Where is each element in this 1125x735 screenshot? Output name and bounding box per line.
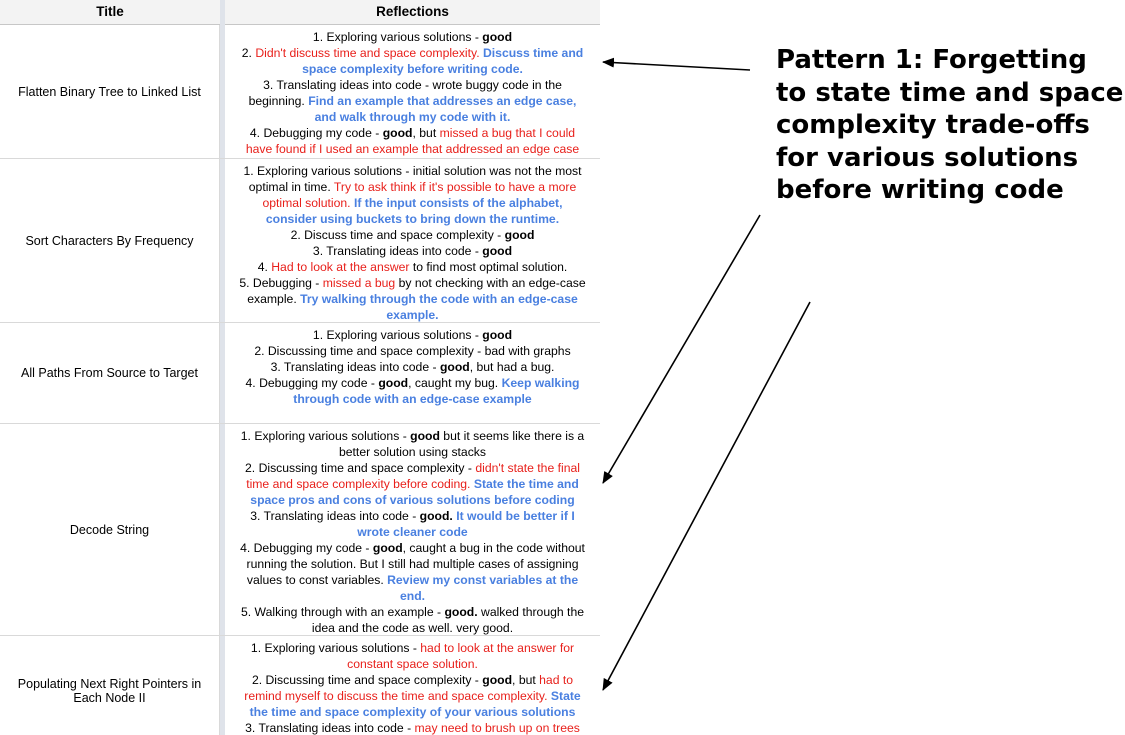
action-item-text: through code with an edge-case example xyxy=(293,392,532,406)
action-item-text: wrote cleaner code xyxy=(357,525,468,539)
reflection-text: 2. Discussing time and space complexity - bad with graphs xyxy=(254,344,571,358)
issue-text: missed a bug xyxy=(322,276,396,290)
action-item-text: the time and space complexity of your various solutions xyxy=(249,705,576,719)
reflection-text: 5. Walking through with an example - xyxy=(241,605,445,619)
action-item-text: State xyxy=(547,689,581,703)
rating-text: good xyxy=(378,376,409,390)
reflection-text: , but had a bug. xyxy=(469,360,555,374)
rating-text: good xyxy=(372,541,403,555)
issue-text: have found if I used an example that addressed an edge case xyxy=(245,142,580,156)
callout-line: Pattern 1: Forgetting xyxy=(776,45,1087,75)
action-item-text: example. xyxy=(386,308,439,322)
reflection-text: example. xyxy=(247,292,301,306)
action-item-text: Find an example that addresses an edge case, xyxy=(308,94,577,108)
issue-text: remind myself to discuss the time and space complexity. xyxy=(244,689,548,703)
column-header-title[interactable]: Title xyxy=(0,0,220,25)
rating-text: good xyxy=(482,244,513,258)
action-item-text: space pros and cons of various solutions before coding xyxy=(250,493,575,507)
reflection-text: to find most optimal solution. xyxy=(409,260,568,274)
reflection-text: beginning. xyxy=(248,94,309,108)
action-item-text: Keep walking xyxy=(501,376,580,390)
rating-text: good. xyxy=(419,509,453,523)
reflection-text: , caught a bug in the code without xyxy=(402,541,585,555)
arrow-to-row1 xyxy=(603,62,750,70)
issue-text: may need to brush up on trees xyxy=(414,721,580,735)
reflection-text: 5. Debugging - xyxy=(239,276,323,290)
action-item-text: Discuss time and xyxy=(479,46,584,60)
reflection-text: values to const variables. xyxy=(246,573,388,587)
action-item-text: space complexity before writing code. xyxy=(302,62,523,76)
reflection-text: 1. Exploring various solutions - xyxy=(240,429,411,443)
issue-text: optimal solution. xyxy=(262,196,351,210)
arrow-to-row5 xyxy=(603,302,810,690)
reflection-text: 3. Translating ideas into code - xyxy=(312,244,483,258)
issue-text: missed a bug that I could xyxy=(439,126,576,140)
title-cell[interactable]: All Paths From Source to Target xyxy=(0,323,220,423)
issue-text: constant space solution. xyxy=(347,657,478,671)
reflection-text: 3. Translating ideas into code - xyxy=(245,721,415,735)
rating-text: good xyxy=(439,360,470,374)
title-cell[interactable]: Flatten Binary Tree to Linked List xyxy=(0,25,220,158)
arrow-to-row4 xyxy=(603,215,760,483)
callout-line: for various solutions xyxy=(776,142,1079,173)
reflection-text: better solution using stacks xyxy=(338,445,486,459)
reflection-text: 2. xyxy=(241,46,256,60)
reflection-text: optimal in time. xyxy=(248,180,334,194)
column-header-reflections[interactable]: Reflections xyxy=(225,0,600,25)
reflection-text: but it seems like there is a xyxy=(439,429,585,443)
action-item-text: If the input consists of the alphabet, xyxy=(350,196,563,210)
issue-text: Try to ask think if it's possible to have a more xyxy=(333,180,577,194)
reflection-text: walked through the xyxy=(477,605,584,619)
action-item-text: Try walking through the code with an edge-case xyxy=(300,292,578,306)
reflection-text: 3. Translating ideas into code - wrote buggy code in the xyxy=(263,78,562,92)
action-item-text: Review my const variables at the xyxy=(387,573,579,587)
issue-text: Had to look at the answer xyxy=(271,260,410,274)
issue-text: had to xyxy=(539,673,574,687)
issue-text: had to look at the answer for xyxy=(420,641,575,655)
reflection-text: , but xyxy=(412,126,440,140)
rating-text: good xyxy=(382,126,413,140)
reflection-text: 4. Debugging my code - xyxy=(240,541,373,555)
title-cell[interactable]: Sort Characters By Frequency xyxy=(0,159,220,322)
action-item-text: It would be better if I xyxy=(452,509,575,523)
issue-text: Didn't discuss time and space complexity. xyxy=(255,46,480,60)
reflection-text: 4. Debugging my code - xyxy=(245,376,379,390)
reflection-text: 1. Exploring various solutions - xyxy=(312,328,483,342)
reflection-text: 2. Discussing time and space complexity - xyxy=(245,461,476,475)
rating-text: good xyxy=(482,328,513,342)
action-item-text: and walk through my code with it. xyxy=(314,110,511,124)
rating-text: good xyxy=(504,228,535,242)
callout-line: before writing code xyxy=(776,175,1064,205)
reflection-text: , but xyxy=(512,673,540,687)
title-cell[interactable]: Decode String xyxy=(0,424,220,635)
reflection-text: 3. Translating ideas into code - xyxy=(270,360,440,374)
reflection-text: 1. Exploring various solutions - initial solution was not the most xyxy=(243,164,582,178)
reflection-text: 3. Translating ideas into code - xyxy=(250,509,420,523)
issue-text: time and space complexity before coding. xyxy=(246,477,471,491)
callout-line: to state time and space xyxy=(776,77,1124,108)
action-item-text: end. xyxy=(399,589,426,603)
reflection-text: by not checking with an edge-case xyxy=(395,276,586,290)
action-item-text: consider using buckets to bring down the runtime. xyxy=(265,212,560,226)
reflection-text: idea and the code as well. very good. xyxy=(311,621,514,635)
reflection-text: running the solution. But I still had multiple cases of assigning xyxy=(246,557,579,571)
rating-text: good xyxy=(482,30,513,44)
title-cell[interactable]: Populating Next Right Pointers in Each Node II xyxy=(0,636,220,735)
reflection-text: 4. Debugging my code - xyxy=(249,126,383,140)
rating-text: good xyxy=(410,429,440,443)
action-item-text: State the time and xyxy=(470,477,579,491)
reflection-text: 4. xyxy=(257,260,272,274)
issue-text: didn't state the final xyxy=(475,461,580,475)
rating-text: good xyxy=(482,673,513,687)
reflection-text: , caught my bug. xyxy=(408,376,502,390)
reflection-text: 2. Discuss time and space complexity - xyxy=(290,228,505,242)
callout-line: complexity trade-offs xyxy=(776,110,1090,140)
reflection-text: 1. Exploring various solutions - xyxy=(250,641,421,655)
rating-text: good. xyxy=(444,605,478,619)
reflection-text: 1. Exploring various solutions - xyxy=(312,30,483,44)
reflection-text: 2. Discussing time and space complexity - xyxy=(251,673,483,687)
